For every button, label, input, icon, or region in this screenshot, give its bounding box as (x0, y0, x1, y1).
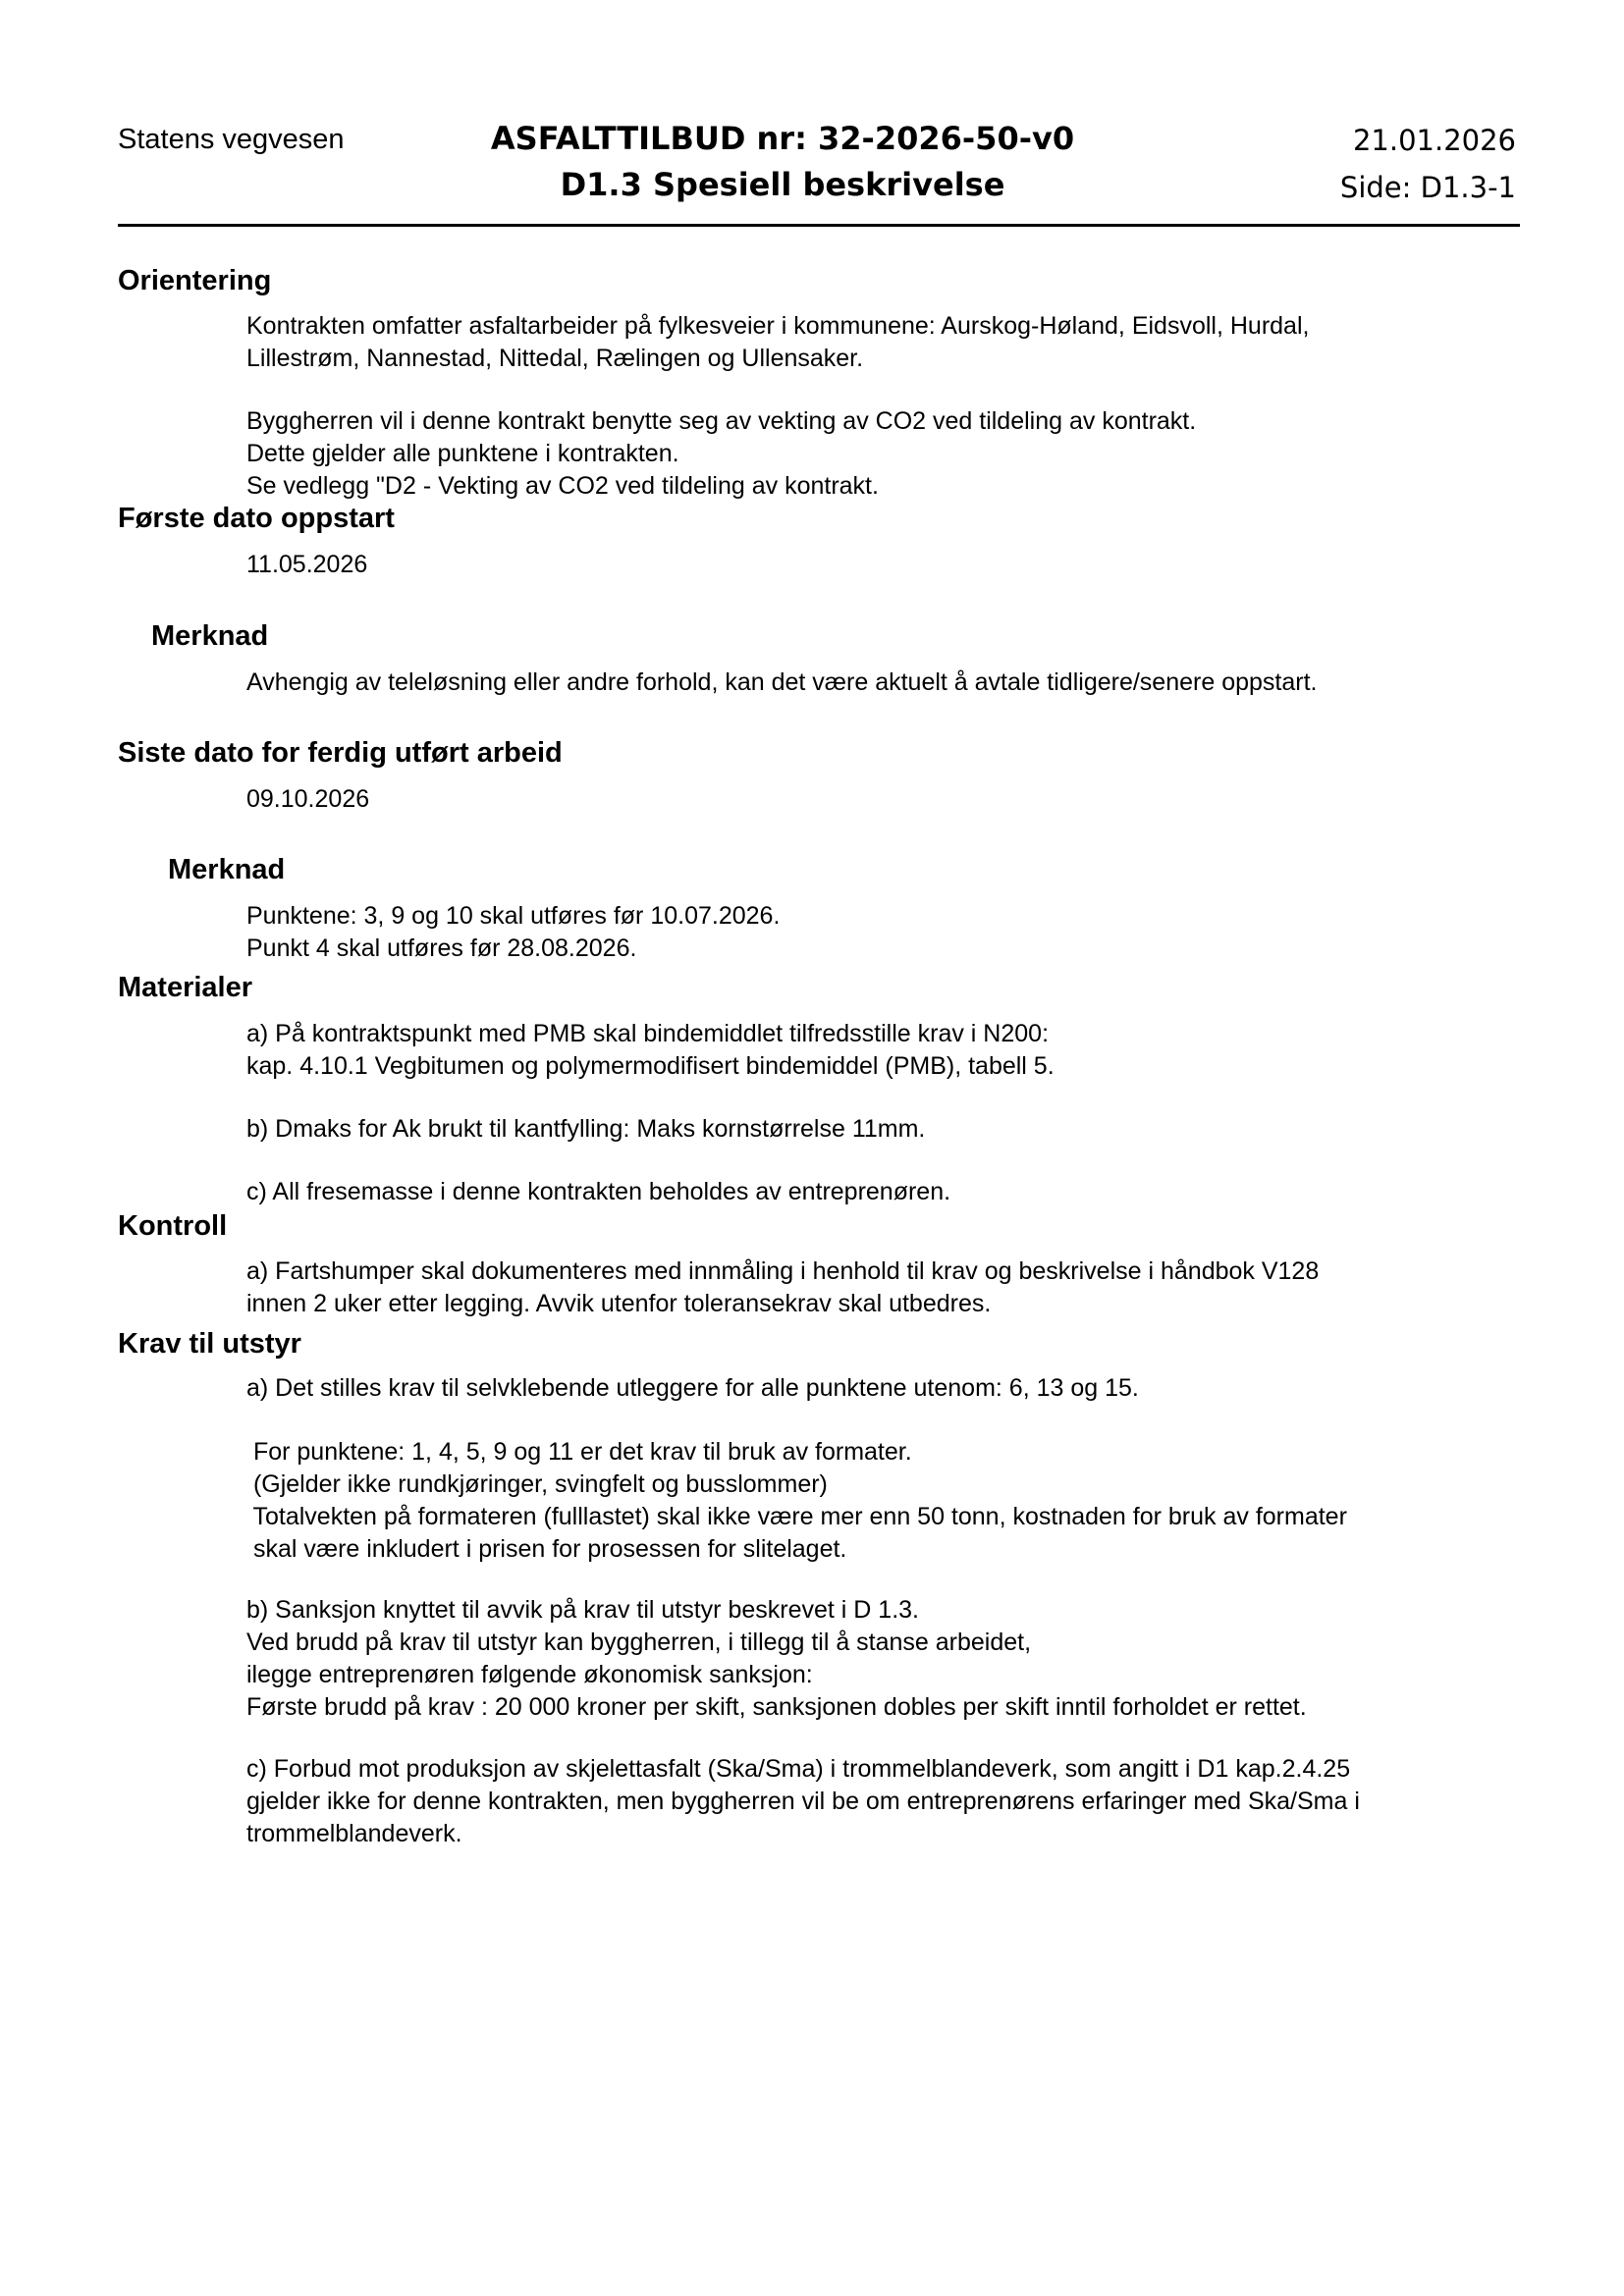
krav-utstyr-item-b: b) Sanksjon knyttet til avvik på krav til utstyr beskrevet i D 1.3. Ved brudd på krav til utstyr kan byggherren, i tillegg til å stanse arbeidet, ilegge entreprenøren følgende økonomisk sanksjon: Første brudd på krav : 20 000 kroner per skift, sanksjonen dobles per skift inntil forholdet er rettet. (246, 1596, 1307, 1721)
document-title: ASFALTTILBUD nr: 32-2026-50-v0 (490, 120, 1075, 157)
heading-merknad-oppstart: Merknad (151, 620, 269, 652)
orientering-paragraph-1: Kontrakten omfatter asfaltarbeider på fylkesveier i kommunene: Aurskog-Høland, Eidsvoll, Hurdal, Lillestrøm, Nannestad, Nittedal, Rælingen og Ullensaker. (246, 312, 1310, 372)
organization-name: Statens vegvesen (118, 124, 345, 155)
merknad-ferdig-text: Punktene: 3, 9 og 10 skal utføres før 10.07.2026. Punkt 4 skal utføres før 28.08.2026. (246, 902, 781, 962)
heading-merknad-ferdig: Merknad (168, 854, 286, 885)
orientering-paragraph-2: Byggherren vil i denne kontrakt benytte seg av vekting av CO2 ved tildeling av kontrakt. Dette gjelder alle punktene i kontrakten. Se vedlegg "D2 - Vekting av CO2 ved tildeling av kontrakt. (246, 407, 1197, 500)
merknad-oppstart-text: Avhengig av teleløsning eller andre forhold, kan det være aktuelt å avtale tidligere/senere oppstart. (246, 668, 1318, 696)
heading-forste-dato-oppstart: Første dato oppstart (118, 503, 395, 534)
krav-utstyr-item-a: a) Det stilles krav til selvklebende utleggere for alle punktene utenom: 6, 13 og 15. (246, 1374, 1139, 1402)
materialer-item-b: b) Dmaks for Ak brukt til kantfylling: Maks kornstørrelse 11mm. (246, 1115, 926, 1143)
kontroll-item-a: a) Fartshumper skal dokumenteres med innmåling i henhold til krav og beskrivelse i håndbok V128 innen 2 uker etter legging. Avvik utenfor toleransekrav skal utbedres. (246, 1257, 1320, 1317)
heading-siste-dato: Siste dato for ferdig utført arbeid (118, 737, 563, 769)
siste-dato-value: 09.10.2026 (246, 785, 370, 813)
krav-utstyr-item-c: c) Forbud mot produksjon av skjelettasfalt (Ska/Sma) i trommelblandeverk, som angitt i D1 kap.2.4.25 gjelder ikke for denne kontrakten, men byggherren vil be om entreprenørens erfaringer med Ska/Sma i trommelblandeverk. (246, 1755, 1360, 1847)
header-divider (118, 224, 1520, 227)
materialer-item-a: a) På kontraktspunkt med PMB skal bindemiddlet tilfredsstille krav i N200: kap. 4.10.1 Vegbitumen og polymermodifisert bindemiddel (PMB), tabell 5. (246, 1020, 1055, 1080)
heading-orientering: Orientering (118, 265, 272, 296)
document-subtitle: D1.3 Spesiell beskrivelse (560, 166, 1005, 203)
page-number: Side: D1.3-1 (1339, 171, 1516, 204)
forste-dato-value: 11.05.2026 (246, 551, 368, 578)
krav-utstyr-formater: For punktene: 1, 4, 5, 9 og 11 er det krav til bruk av formater. (Gjelder ikke rundkjøringer, svingfelt og busslommer) Totalvekten på formateren (fulllastet) skal ikke være mer enn 50 tonn, kostnaden for bruk av formater skal være inkludert i prisen for prosessen for slitelaget. (252, 1438, 1347, 1563)
heading-kontroll: Kontroll (118, 1210, 228, 1242)
heading-krav-til-utstyr: Krav til utstyr (118, 1328, 301, 1360)
materialer-item-c: c) All fresemasse i denne kontrakten beholdes av entreprenøren. (246, 1178, 951, 1205)
heading-materialer: Materialer (118, 972, 253, 1003)
document-date: 21.01.2026 (1352, 124, 1516, 157)
